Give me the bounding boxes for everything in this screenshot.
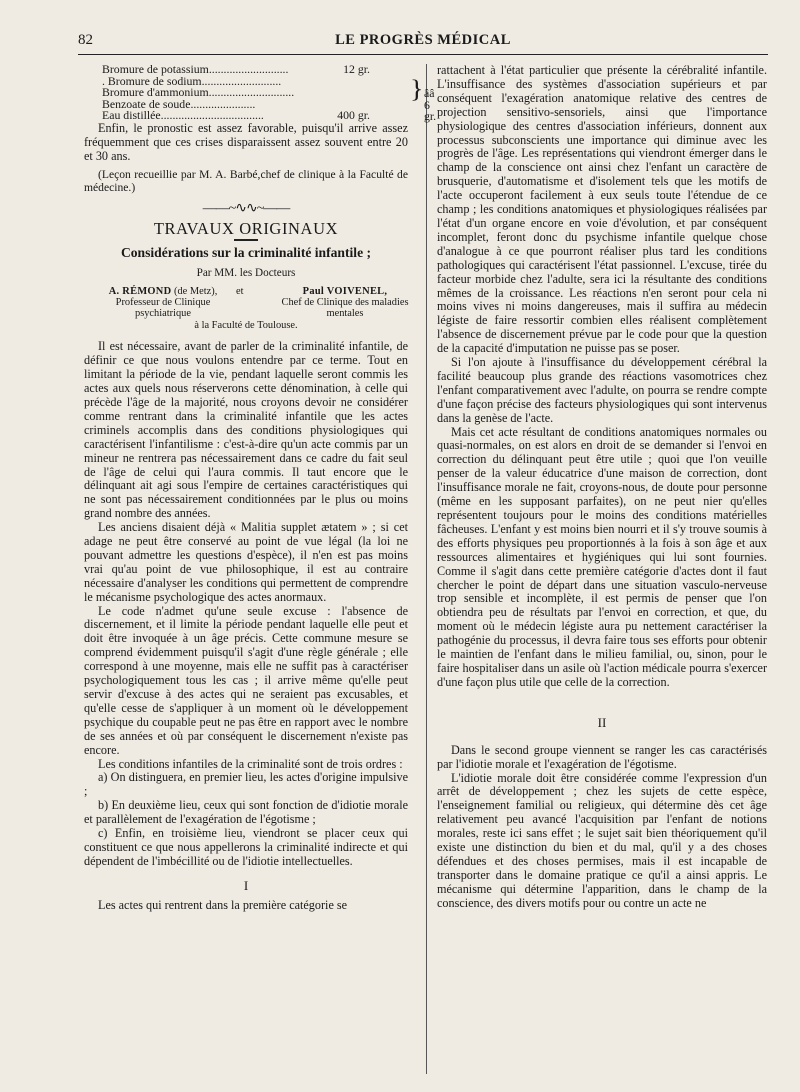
author-role: Chef de Clinique des maladies mentales: [281, 297, 409, 320]
section-title: TRAVAUX ORIGINAUX: [153, 218, 339, 238]
left-column: [84, 62, 437, 913]
lecon-note: (Leçon recueillie par M. A. Barbé,chef de clinique à la Faculté de médecine.): [84, 167, 408, 194]
body-paragraph: Les conditions infantiles de la criminalité sont de trois ordres :: [98, 756, 403, 771]
prescription-item: Benzoate de soude......................: [102, 96, 256, 111]
author-remond: [88, 286, 238, 319]
right-column: [437, 64, 767, 911]
body-paragraph: Les anciens disaient déjà « Malitia supplet ætatem » ; si cet adage ne peut être conservé au point de vue légal (la loi ne pouvant admettre les questions d'espèce), il n'en est pas moins vrai qu'au point de vue philosophique, il est au contraire nécessaire d'analyser les conditions qui permettent de comprendre le mécanisme psychologique des actes anormaux.: [84, 520, 408, 604]
body-paragraph: L'idiotie morale doit être considérée comme l'expression d'un arrêt de développement ; chez les sujets de cette espèce, l'enseignement familial ou religieux, qui détermine dès cet âge relativement peu avancé l'acquisition par l'enfant de notions morales, reste ici sans effet ; le sujet sait bien théoriquement qu'il existe une distinction du bien et du mal, qu'il y a des choses défendues et des choses permises, mais il est incapable de transporter dans le domaine pratique ce qu'il a ainsi appris. Le mécanisme qui détermine l'apparition, dans le champ de la conscience, des divers motifs pour ou contre un acte ne: [437, 770, 767, 910]
body-paragraph: Dans le second groupe viennent se ranger les cas caractérisés par l'idiotie morale et l'exagération de l'égotisme.: [437, 742, 767, 771]
list-item-b: b) En deuxième lieu, ceux qui sont fonction de d'idiotie morale et parallèlement de l'exagération de l'égotisme ;: [84, 798, 408, 827]
list-item-c: c) Enfin, en troisième lieu, viendront se placer ceux qui constituent ce que nous appellerons la criminalité indirecte et qui dépendent de l'imbécillité ou de l'idiotie intellectuelles.: [84, 826, 408, 868]
article-title: Considérations sur la criminalité infantile ;: [120, 244, 372, 260]
author-name: A. RÉMOND: [108, 286, 172, 298]
author-role: Professeur de Clinique psychiatrique: [115, 297, 211, 320]
prescription-brace: }: [410, 75, 424, 104]
section-number-i: I: [243, 877, 249, 893]
prescription-item: . Bromure de sodium...........................: [102, 73, 282, 88]
body-paragraph: Les actes qui rentrent dans la première catégorie se: [98, 897, 348, 912]
header-rule: [78, 54, 768, 55]
journal-title: LE PROGRÈS MÉDICAL: [335, 32, 511, 48]
affiliation: à la Faculté de Toulouse.: [194, 320, 298, 332]
ornamental-divider: ——~∿∿~——: [202, 200, 290, 216]
section-number-ii: II: [597, 714, 607, 730]
author-voivenel: [270, 286, 420, 319]
author-conjunction: et: [236, 286, 244, 298]
author-place: (de Metz),: [174, 286, 218, 298]
body-paragraph: Si l'on ajoute à l'insuffisance du développement cérébral la facilité beaucoup plus grande des réactions vasomotrices chez l'enfant comparativement avec l'adulte, on pourra se rendre compte d'une façon précise des facteurs physiologiques qui sont intervenus dans la genèse de l'acte.: [437, 355, 767, 425]
list-item-a: a) On distinguera, en premier lieu, les actes d'origine impulsive ;: [84, 770, 408, 799]
body-paragraph: Le code n'admet qu'une seule excuse : l'absence de discernement, et il limite la période pendant laquelle elle peut et doit être invoquée à un âge précis. Cette commune mesure se comprend évidemment puisqu'il s'agit d'une règle générale ; elle correspond à une moyenne, mais elle ne suffit pas à caractériser psychologiquement tous les cas ; il arrive même qu'elle peut servir d'excuse à des actes qui ne seraient pas excusables, et qu'elle cesse de s'appliquer à un moment où le développement psychique du coupable peut ne pas être en rapport avec le nombre de ses années et où par conséquent le discernement n'existe pas encore.: [84, 603, 408, 757]
title-rule: [234, 239, 258, 241]
column-divider: [426, 64, 427, 1074]
author-name: Paul VOIVENEL,: [302, 286, 388, 298]
byline: Par MM. les Docteurs: [196, 267, 296, 280]
prescription-item: Bromure d'ammonium.............................: [102, 85, 295, 99]
prescription-dose: 12 gr.: [343, 62, 370, 76]
prescription-group-dose: ââ 6 gr.: [424, 86, 437, 123]
prescription-item: Bromure de potassium...........................: [102, 62, 289, 76]
page-header: [78, 30, 768, 52]
authors-block: [84, 286, 408, 334]
prescription-dose: 400 gr.: [337, 108, 370, 122]
prescription-item: Eau distillée...................................: [102, 108, 264, 122]
body-paragraph: Mais cet acte résultant de conditions anatomiques normales ou quasi-normales, on est alors en droit de se demander si l'envoi en correction du délinquant peut être utile ; quoi que l'on veuille penser de la valeur éducatrice d'une maison de correction, dont l'insuffisance morale ne fait, croyons-nous, de doute pour personne (même en les supposant parfaites), on ne peut nier qu'elles représentent toujours pour le moins des conditions matérielles fâcheuses. L'enfant y est moins bien nourri et il s'y trouve soumis à des efforts physiques peu proportionnés à la fois à son âge et aux ressources alimentaires et hygiéniques qui lui sont fournies. Comme il s'agit dans cette première catégorie d'actes dont il faut chercher le point de départ dans une situation vasculo-nerveuse trop sensible et incomplète, il est permis de penser que l'on obtiendra peu de résultats par l'envoi en correction, et que, du moment où le médecin légiste aura pu nettement caractériser la pathogénie du processus, il devra faire tous ses efforts pour obtenir le maintien de l'enfant dans le milieu familial, ou, sinon, pour le faire hospitaliser dans un asile où l'action médicale pourra s'exercer d'une façon plus utile que celle de la correction.: [437, 424, 767, 689]
page-number: 82: [78, 32, 93, 48]
body-paragraph: Il est nécessaire, avant de parler de la criminalité infantile, de définir ce que nous voulons entendre par ce terme. Tout en limitant la période de la vie, pendant laquelle seront commis les actes aux quels nous réserverons cette dénomination, à celle qui précède l'âge de la majorité, nous croyons devoir ne considérer comme rentrant dans la criminalité infantile que les actes criminels accomplis dans des conditions physiologiques qui caractérisent l'infantilisme : c'est-à-dire qu'un acte commis par un mineur ne rentrera pas nécessairement dans ce cadre du fait seul de l'âge de celui qui l'aura commis. Il taut encore que le délinquant ait agi sous l'empire de certaines caractéristiques qui ne sont pas nécessairement conditionnées par le plus ou moins grand nombre des années.: [84, 339, 408, 521]
prognosis-paragraph: Enfin, le pronostic est assez favorable, puisqu'il arrive assez fréquemment que ces crises disparaissent assez souvent entre 20 et 30 ans.: [84, 121, 408, 163]
body-paragraph: rattachent à l'état particulier que présente la cérébralité infantile. L'insuffisance des systèmes d'association supérieurs et par conséquent l'exagération anatomique relative des centres de projection sensitivo-sensoriels, ainsi que l'importance physiologique des centres d'association inférieurs, donnent aux processus subconscients une importance qui diminue avec les progrès de l'âge. Les représentations qui viendront émerger dans le champ de la conscience ont ainsi chez l'enfant un caractère de brusquerie, d'automatisme et d'isolement tels que les motifs de l'acte occuperont facilement à eux seuls toute l'étendue de ce champ ; les conditions anatomiques et physiologiques réalisées par l'état d'un organe encore en voie d'évolution, et par conséquent incomplet, feront donc du psychisme infantile quelque chose d'analogue à ce que pourront réaliser plus tard les conditions pathologiques qui caractérisent l'état passionnel. L'excuse, tirée du facteur morbide chez l'adulte, sera ici la résultante des conditions mêmes de la croissance. Les réactions n'en seront pour cela ni moins vives ni moins dangereuses, mais il suffira au médecin légiste de faire ressortir combien elles réalisent complètement l'absence de discernement prévue par le code pour que la question de la capacité d'imputation ne puisse pas se poser.: [437, 63, 767, 356]
prescription: [84, 62, 437, 123]
